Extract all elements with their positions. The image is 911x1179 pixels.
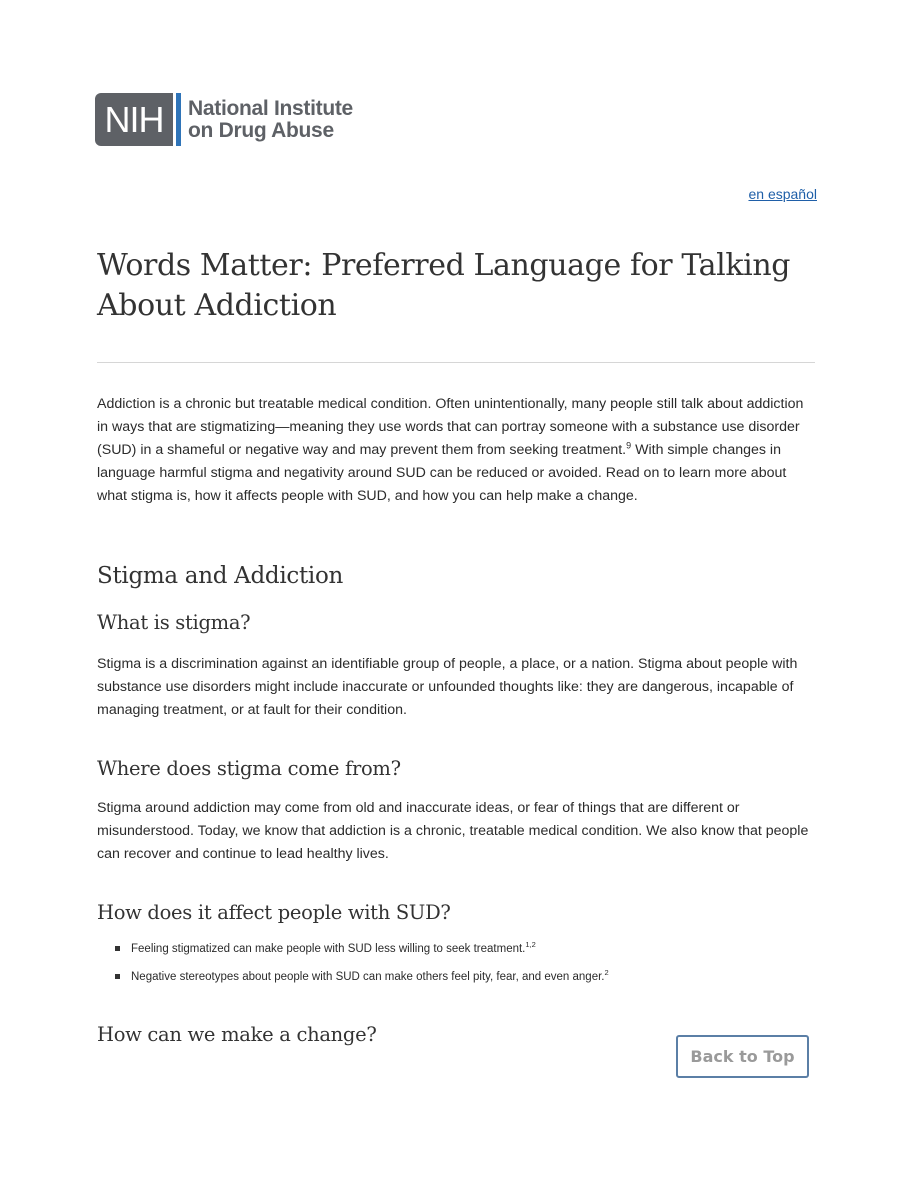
heading-what-is-stigma: What is stigma? (97, 611, 251, 634)
intro-citation[interactable]: 9 (626, 440, 632, 451)
intro-text-2: With simple changes in language harmful stigma and negativity around SUD can be reduced or avoided. Read on to learn more about what stigma is, how it affects people with SUD, and how you can help make a change. (97, 442, 787, 504)
page-title: Words Matter: Preferred Language for Talking About Addiction (97, 248, 791, 323)
section-heading-stigma-addiction: Stigma and Addiction (97, 563, 344, 589)
heading-where-stigma-comes-from: Where does stigma come from? (97, 757, 401, 780)
nida-logo[interactable] (95, 93, 353, 146)
logo-wordmark (188, 98, 353, 142)
what-is-stigma-paragraph: Stigma is a discrimination against an identifiable group of people, a place, or a nation. Stigma about people with substance use disorders might include inaccurate or unfounded thoughts like: they are dangerous, incapable of managing treatment, or at fault for their condition. (97, 656, 798, 718)
list-item (115, 969, 609, 985)
bullet-square-icon (115, 974, 120, 979)
logo-accent-bar (176, 93, 181, 146)
heading-how-affects-sud: How does it affect people with SUD? (97, 901, 451, 924)
nih-logo-mark: NIH (95, 93, 173, 146)
heading-how-make-change: How can we make a change? (97, 1023, 377, 1046)
spanish-language-link[interactable]: en español (748, 186, 817, 202)
intro-text-1: Addiction is a chronic but treatable medical condition. Often unintentionally, many people still talk about addiction in ways that are stigmatizing—meaning they use words that can portray someone with a substance use disorder (SUD) in a shameful or negative way and may prevent them from seeking treatment. (97, 396, 804, 458)
bullet-text: Negative stereotypes about people with SUD can make others feel pity, fear, and even anger. (131, 971, 605, 983)
intro-paragraph (97, 393, 815, 508)
bullet-text: Feeling stigmatized can make people with SUD less willing to seek treatment. (131, 943, 526, 955)
list-item (115, 941, 609, 957)
logo-line-2: on Drug Abuse (188, 118, 334, 142)
bullet-citation[interactable]: 2 (604, 968, 609, 978)
affects-bullet-list (115, 941, 609, 997)
bullet-citation[interactable]: 1,2 (525, 940, 536, 950)
logo-line-1: National Institute (188, 96, 353, 120)
where-stigma-comes-from-paragraph: Stigma around addiction may come from old and inaccurate ideas, or fear of things that are different or misunderstood. Today, we know that addiction is a chronic, treatable medical condition. We also know that people can recover and continue to lead healthy lives. (97, 800, 809, 862)
title-divider (97, 362, 815, 363)
bullet-square-icon (115, 946, 120, 951)
back-to-top-button[interactable]: Back to Top (676, 1035, 809, 1078)
